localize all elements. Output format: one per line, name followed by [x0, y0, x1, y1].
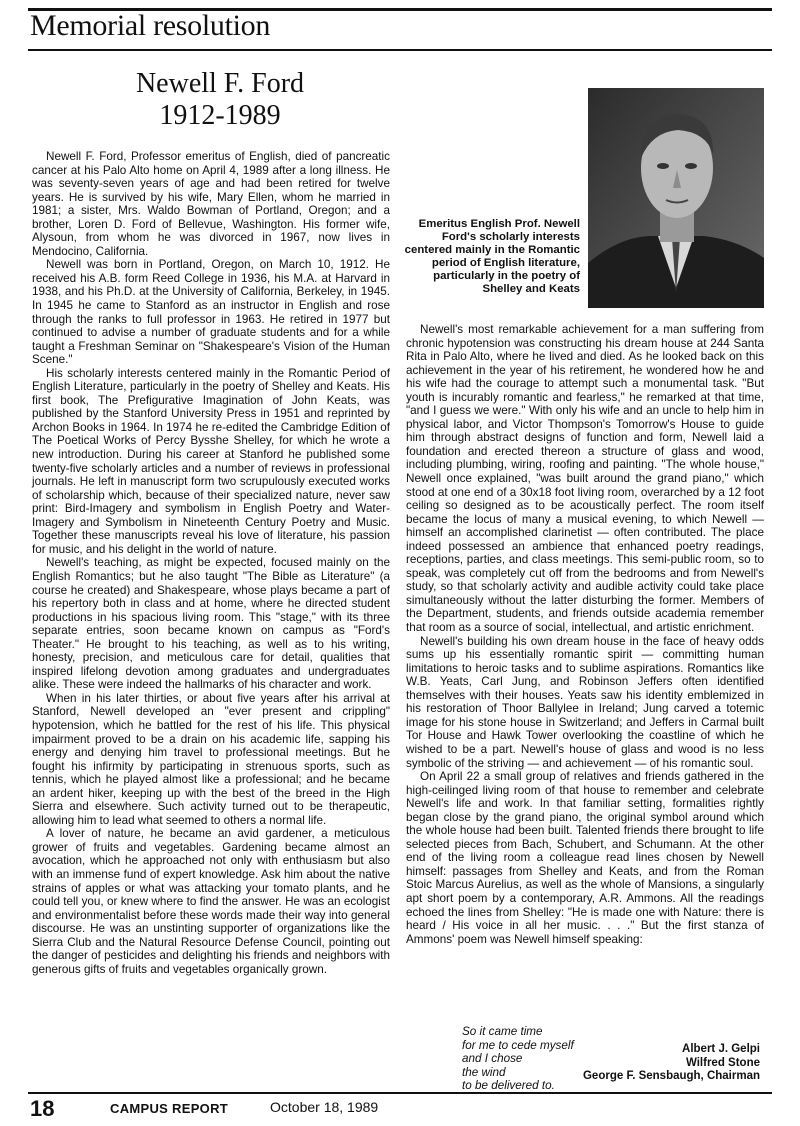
signature: Albert J. Gelpi [682, 1043, 760, 1055]
poem-line: and I chose [462, 1052, 523, 1066]
paragraph: On April 22 a small group of relatives and friends gathered in the high-ceilinged living room of that house to remember and celebrate Newell's life and work. In that familiar setting, formalities rightly began close by the grand piano, the original symbol around which the whole house had been built. Talented friends there brought to life selected pieces from Bach, Schubert, and Schumann. At the other end of the living room a colleague read lines chosen by Newell himself: passages from Shelley and Keats, and from the Roman Stoic Marcus Aurelius, as well as the whole of Mansions, a singularly apt short poem by a contemporary, A.R. Ammons. All the readings echoed the lines from Shelley: "He is made one with Nature: there is heard / His voice in all her music. . . ." But the first stanza of Ammons' poem was Newell himself speaking: [406, 770, 764, 946]
signature: George F. Sensbaugh, Chairman [582, 1070, 760, 1082]
publication-name: CAMPUS REPORT [110, 1101, 229, 1116]
portrait-photo [588, 88, 764, 308]
poem-line: for me to cede myself [462, 1038, 574, 1052]
right-column [406, 323, 764, 946]
poem-stanza [462, 1025, 574, 1093]
paragraph: A lover of nature, he became an avid gardener, a meticulous grower of fruits and vegetables. Gardening became almost an avocation, which he approached not only with enthusiasm but also with an immense fund of expert knowledge. Ask him about the native strains of apples or what was attacking your tomato plants, and he could tell you, or knew where to find the answer. He was an ecologist and environmentalist before these words made their way into general discourse. He was an unstinting supporter of organizations like the Sierra Club and the Natural Resource Defense Council, pointing out the danger of pesticides and delighting his friends and neighbors with generous gifts of fruits and vegetables organically grown. [32, 827, 391, 976]
left-column [32, 150, 390, 976]
paragraph: Newell's teaching, as might be expected, focused mainly on the English Romantics; but he also taught "The Bible as Literature" (a course he created) and Shakespeare, whose plays became a part of his repertory both in class and at home, where he directed student productions in his spacious living room. This "stage," with its three separate entries, soon became known on campus as "Ford's Theater." He brought to his teaching, as well as to his writing, honesty, precision, and meticulous care for detail, qualities that inspired lifelong devotion among graduates and undergraduates alike. These were indeed the hallmarks of his character and work. [32, 556, 390, 692]
poem-line: to be delivered to. [462, 1079, 555, 1093]
photo-caption: Emeritus English Prof. Newell Ford's scholarly interests centered mainly in the Romantic period of English literature, particularly in the poetry of Shelley and Keats [404, 218, 580, 295]
memorial-name: Newell F. Ford [135, 68, 305, 99]
paragraph: His scholarly interests centered mainly in the Romantic Period of English Literature, particularly in the poetry of Shelley and Keats. His first book, The Prefigurative Imagination of John Keats, was published by the Stanford University Press in 1951 and reprinted by Archon Books in 1964. In 1974 he re-edited the Cambridge Edition of The Poetical Works of Percy Bysshe Shelley, for which he wrote a new introduction. During his career at Stanford he published some twenty-five scholarly articles and a number of reviews in professional journals. He left in manuscript form two scrupulously executed works of scholarship which, because of their specialized nature, never saw print: Bird-Imagery and symbolism in English Poetry and Water-Imagery and Symbolism in Nineteenth Century Poetry and Music. Together these manuscripts reveal his love of literature, his passion for music, and his delight in the world of nature. [32, 366, 390, 556]
poem-line: So it came time [462, 1025, 543, 1038]
paragraph: Newell's building his own dream house in the face of heavy odds sums up his essentially romantic spirit — committing human limitations to heroic tasks and to sublime aspirations. Romantics like W.B. Yeats, Carl Jung, and Robinson Jeffers often identified themselves with their houses. Yeats saw his identity emblemized in his restoration of Thoor Ballylee in Ireland; Jung carved a totemic image for his stone house in Switzerland; and Jeffers in Carmal built Tor House and Hawk Tower overlooking the coastline of which he wished to be a part. Newell's house of glass and wood is no less symbolic of the striving — and achievement — of his romantic soul. [406, 634, 764, 770]
signature: Wilfred Stone [685, 1056, 760, 1069]
header-rule-bottom [28, 49, 772, 51]
paragraph: Newell was born in Portland, Oregon, on March 10, 1912. He received his A.B. form Reed College in 1936, his M.A. at Harvard in 1938, and his Ph.D. at the University of California, Berkeley, in 1945. In 1945 he came to Stanford as an instructor in English and rose through the ranks to full professor in 1963. He retired in 1977 but continued to advise a number of graduate students and for a while taught a Freshman Seminar on "Shakespeare's Vision of the Human Scene." [32, 258, 390, 367]
memorial-years: 1912-1989 [159, 100, 281, 131]
paragraph: Newell F. Ford, Professor emeritus of English, died of pancreatic cancer at his Palo Alto home on April 4, 1989 after a long illness. He was seventy-seven years of age and had been retired for twelve years. He is survived by his wife, Mary Ellen, whom he married in 1981; a sister, Mrs. Waldo Bowman of Portland, Oregon; and a brother, Loren D. Ford of Bellevue, Washington. His former wife, Alysoun, from whom he was divorced in 1967, now lives in Mendocino, California. [32, 150, 390, 258]
signatures [583, 1043, 760, 1084]
paragraph: Newell's most remarkable achievement for a man suffering from chronic hypotension was constructing his dream house at 244 Santa Rita in Palo Alto, where he lived and died. As he looked back on this achievement in the year of his retirement, he wondered how he and his wife had the courage to attempt such a monumental task. "But youth is incurably romantic and fearless," he remarked at that time, "and I guess we were." With only his wife and an uncle to help him in physical labor, and Victor Thompson's Tomorrow's House to guide him through abstract designs of function and form, Newell laid a foundation and erected thereon a structure of glass and wood, including plumbing, wiring, roofing and painting. "The whole house," Newell once explained, "was built around the grand piano," which stood at one end of a 30x18 foot living room, overarched by a 12 foot ceiling so designed as to be acoustically perfect. The room itself became the locus of many a musical evening, to which Newell — himself an accomplished clarinetist — often contributed. The place indeed possessed an ambience that enhanced poetry readings, receptions, parties, and class meetings. This semi-public room, so to speak, was completely cut off from the bedrooms and from Newell's study, so that scholarly activity and audible activity could take place simultaneously without the latter disturbing the former. Members of the Department, students, and friends outside academia remember that room as a source of social, intellectual, and artistic enrichment. [406, 323, 764, 635]
footer-rule [28, 1092, 772, 1094]
publication-date: October 18, 1989 [270, 1099, 379, 1115]
paragraph: When in his later thirties, or about five years after his arrival at Stanford, Newell developed an "ever present and crippling" hypotension, which he battled for the rest of his life. This physical impairment proved to be a drain on his academic life, sapping his energy and denying him travel to professional meetings. But he fought his infirmity by participating in strenuous sports, such as tennis, which he played almost like a professional; and he became an ardent hiker, keeping up with the best of the breed in the High Sierra and elsewhere. Such activity turned out to be therapeutic, allowing him to lead what seemed to others a normal life. [32, 691, 390, 827]
section-header: Memorial resolution [30, 9, 271, 42]
page-number: 18 [30, 1096, 55, 1121]
poem-line: the wind [462, 1065, 506, 1079]
